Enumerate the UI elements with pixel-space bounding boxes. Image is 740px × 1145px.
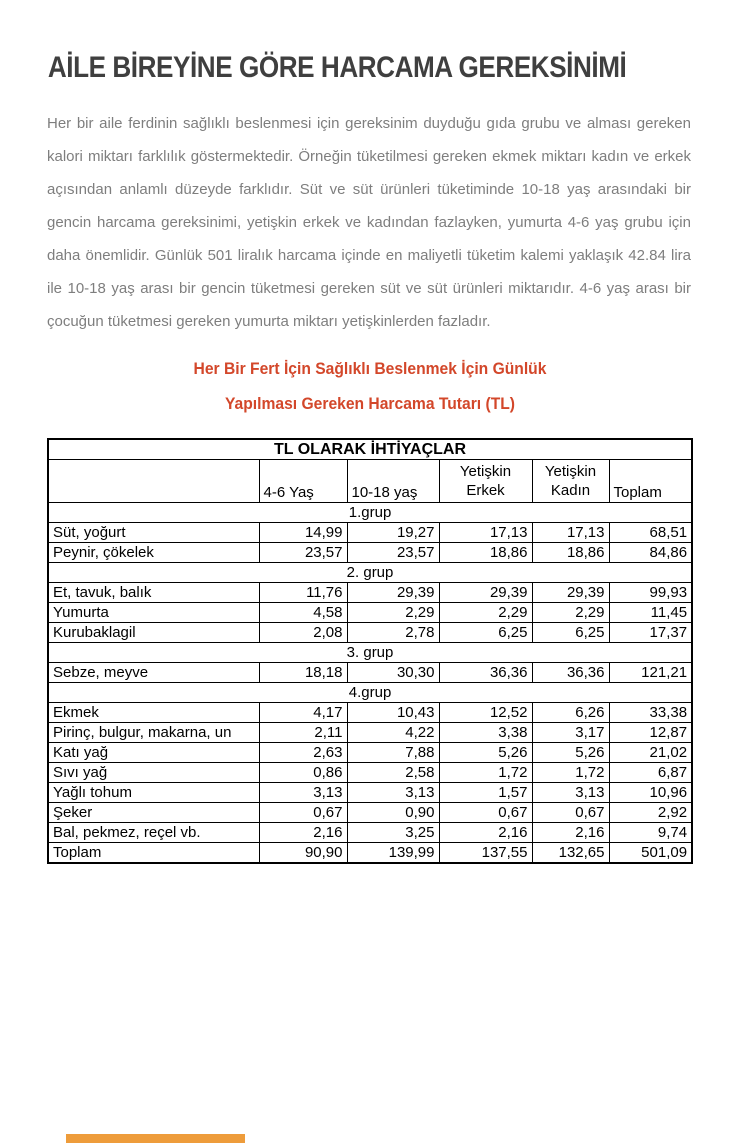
value-cell: 3,13 <box>259 783 347 803</box>
item-label: Yumurta <box>48 603 259 623</box>
item-label: Et, tavuk, balık <box>48 583 259 603</box>
value-cell: 30,30 <box>347 663 439 683</box>
table-title-row <box>48 439 692 460</box>
value-cell: 501,09 <box>609 843 692 864</box>
value-cell: 2,16 <box>259 823 347 843</box>
value-cell: 84,86 <box>609 543 692 563</box>
value-cell: 68,51 <box>609 523 692 543</box>
value-cell: 18,18 <box>259 663 347 683</box>
item-label: Peynir, çökelek <box>48 543 259 563</box>
item-label: Yağlı tohum <box>48 783 259 803</box>
value-cell: 17,13 <box>439 523 532 543</box>
value-cell: 3,38 <box>439 723 532 743</box>
value-cell: 3,17 <box>532 723 609 743</box>
col-header-adult-female: Yetişkin Kadın <box>532 460 609 503</box>
value-cell: 2,11 <box>259 723 347 743</box>
value-cell: 14,99 <box>259 523 347 543</box>
value-cell: 0,90 <box>347 803 439 823</box>
item-label: Süt, yoğurt <box>48 523 259 543</box>
value-cell: 1,72 <box>439 763 532 783</box>
value-cell: 2,63 <box>259 743 347 763</box>
value-cell: 1,57 <box>439 783 532 803</box>
col-header-age-4-6: 4-6 Yaş <box>259 460 347 503</box>
value-cell: 17,13 <box>532 523 609 543</box>
value-cell: 18,86 <box>439 543 532 563</box>
intro-paragraph: Her bir aile ferdinin sağlıklı beslenmesi için gereksinim duyduğu gıda grubu ve alması gereken kalori miktarı farklılık göstermektedir. Örneğin tüketilmesi gereken ekmek miktarı kadın ve erkek açısından anlamlı düzeyde farklıdır. Süt ve süt ürünleri tüketiminde 10-18 yaş arasındaki bir gencin harcama gereksinimi, yetişkin erkek ve kadından fazlayken, yumurta 4-6 yaş grubu için daha önemlidir. Günlük 501 liralık harcama içinde en maliyetli tüketim kalemi yaklaşık 42.84 lira ile 10-18 yaş arası bir gencin tüketmesi gereken süt ve süt ürünleri miktarıdır. 4-6 yaş arası bir çocuğun tüketmesi gereken yumurta miktarı yetişkinlerden fazladır. <box>47 115 691 330</box>
table-row <box>48 703 692 723</box>
value-cell: 23,57 <box>259 543 347 563</box>
value-cell: 7,88 <box>347 743 439 763</box>
value-cell: 2,92 <box>609 803 692 823</box>
needs-table <box>47 438 693 864</box>
value-cell: 2,29 <box>439 603 532 623</box>
group-label: 3. grup <box>48 643 692 663</box>
column-header-row <box>48 460 692 503</box>
subtitle-line-2: Yapılması Gereken Harcama Tutarı (TL) <box>224 394 516 413</box>
item-label: Şeker <box>48 803 259 823</box>
value-cell: 139,99 <box>347 843 439 864</box>
subtitle-line-1: Her Bir Fert İçin Sağlıklı Beslenmek İçin Günlük <box>193 359 547 378</box>
value-cell: 2,08 <box>259 623 347 643</box>
group-label: 2. grup <box>48 563 692 583</box>
value-cell: 6,25 <box>439 623 532 643</box>
value-cell: 12,52 <box>439 703 532 723</box>
value-cell: 18,86 <box>532 543 609 563</box>
item-label: Katı yağ <box>48 743 259 763</box>
item-label: Sıvı yağ <box>48 763 259 783</box>
table-row <box>48 723 692 743</box>
value-cell: 6,25 <box>532 623 609 643</box>
table-row <box>48 543 692 563</box>
value-cell: 23,57 <box>347 543 439 563</box>
page-title: AİLE BİREYİNE GÖRE HARCAMA GEREKSİNİMİ <box>47 51 627 84</box>
col-header-item <box>48 460 259 503</box>
table-row <box>48 523 692 543</box>
value-cell: 137,55 <box>439 843 532 864</box>
item-label: Kurubaklagil <box>48 623 259 643</box>
value-cell: 2,29 <box>532 603 609 623</box>
value-cell: 0,86 <box>259 763 347 783</box>
value-cell: 0,67 <box>439 803 532 823</box>
value-cell: 2,29 <box>347 603 439 623</box>
value-cell: 99,93 <box>609 583 692 603</box>
value-cell: 2,16 <box>532 823 609 843</box>
value-cell: 2,78 <box>347 623 439 643</box>
value-cell: 11,76 <box>259 583 347 603</box>
value-cell: 4,17 <box>259 703 347 723</box>
value-cell: 33,38 <box>609 703 692 723</box>
table-row <box>48 623 692 643</box>
col-header-adult-male: Yetişkin Erkek <box>439 460 532 503</box>
item-label: Sebze, meyve <box>48 663 259 683</box>
value-cell: 1,72 <box>532 763 609 783</box>
document-page <box>0 50 740 1145</box>
group-label: 4.grup <box>48 683 692 703</box>
value-cell: 21,02 <box>609 743 692 763</box>
value-cell: 132,65 <box>532 843 609 864</box>
group-header-row <box>48 563 692 583</box>
value-cell: 9,74 <box>609 823 692 843</box>
group-header-row <box>48 643 692 663</box>
table-row <box>48 603 692 623</box>
table-row <box>48 843 692 864</box>
group-header-row <box>48 683 692 703</box>
item-label: Pirinç, bulgur, makarna, un <box>48 723 259 743</box>
value-cell: 121,21 <box>609 663 692 683</box>
value-cell: 5,26 <box>439 743 532 763</box>
value-cell: 3,13 <box>347 783 439 803</box>
value-cell: 10,96 <box>609 783 692 803</box>
section-subtitle <box>30 351 711 421</box>
table-row <box>48 783 692 803</box>
item-label: Ekmek <box>48 703 259 723</box>
value-cell: 0,67 <box>532 803 609 823</box>
value-cell: 36,36 <box>532 663 609 683</box>
value-cell: 19,27 <box>347 523 439 543</box>
item-label: Toplam <box>48 843 259 864</box>
value-cell: 29,39 <box>347 583 439 603</box>
table-row <box>48 663 692 683</box>
value-cell: 6,26 <box>532 703 609 723</box>
table-row <box>48 803 692 823</box>
value-cell: 12,87 <box>609 723 692 743</box>
footer-accent-bar <box>66 1134 245 1143</box>
group-header-row <box>48 503 692 523</box>
value-cell: 11,45 <box>609 603 692 623</box>
value-cell: 29,39 <box>532 583 609 603</box>
value-cell: 4,22 <box>347 723 439 743</box>
value-cell: 2,16 <box>439 823 532 843</box>
value-cell: 17,37 <box>609 623 692 643</box>
value-cell: 6,87 <box>609 763 692 783</box>
col-header-age-10-18: 10-18 yaş <box>347 460 439 503</box>
col-header-total: Toplam <box>609 460 692 503</box>
value-cell: 90,90 <box>259 843 347 864</box>
value-cell: 36,36 <box>439 663 532 683</box>
value-cell: 4,58 <box>259 603 347 623</box>
table-row <box>48 743 692 763</box>
value-cell: 29,39 <box>439 583 532 603</box>
value-cell: 10,43 <box>347 703 439 723</box>
table-body <box>48 503 692 864</box>
group-label: 1.grup <box>48 503 692 523</box>
table-row <box>48 823 692 843</box>
value-cell: 0,67 <box>259 803 347 823</box>
item-label: Bal, pekmez, reçel vb. <box>48 823 259 843</box>
value-cell: 3,13 <box>532 783 609 803</box>
table-title: TL OLARAK İHTİYAÇLAR <box>48 439 692 460</box>
value-cell: 2,58 <box>347 763 439 783</box>
value-cell: 3,25 <box>347 823 439 843</box>
table-row <box>48 763 692 783</box>
table-row <box>48 583 692 603</box>
value-cell: 5,26 <box>532 743 609 763</box>
